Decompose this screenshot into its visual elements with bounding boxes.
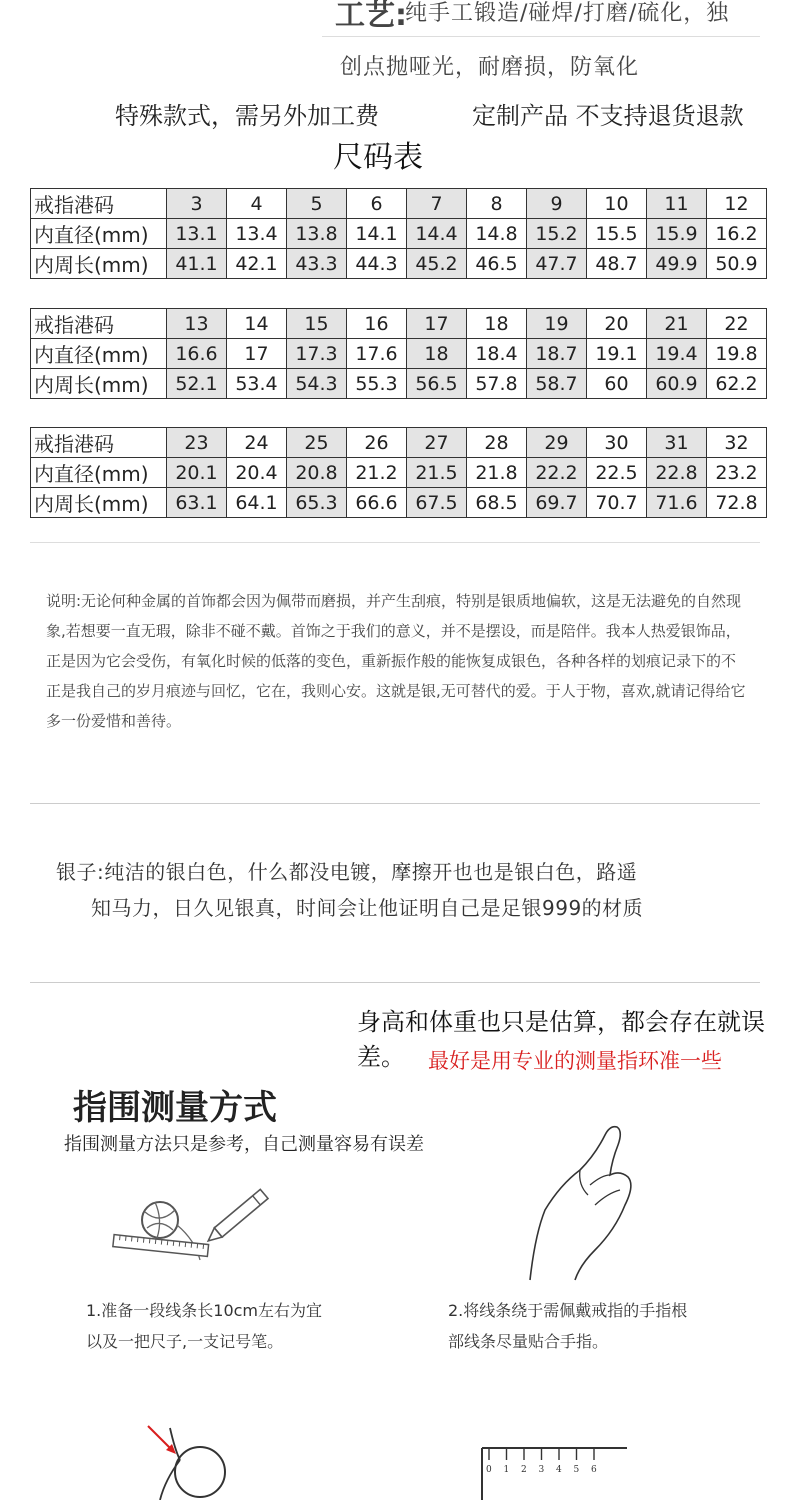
circumference-row [31, 369, 767, 399]
row-label: 戒指港码 [31, 189, 167, 219]
ruler-tick-label: 0 [486, 1465, 492, 1475]
size-cell: 4 [227, 189, 287, 219]
ruler-tick-label: 5 [573, 1465, 580, 1475]
size-cell: 47.7 [527, 249, 587, 279]
ruler-tick-label: 1 [503, 1465, 510, 1475]
size-cell: 21.5 [407, 458, 467, 488]
diameter-row [31, 219, 767, 249]
explanation-text: 说明:无论何种金属的首饰都会因为佩带而磨损，并产生刮痕，特别是银质地偏软，这是无法避免的自然现象,若想要一直无瑕，除非不碰不戴。首饰之于我们的意义，并不是摆设，而是陪伴。我本人热爱银饰品，正是因为它会受伤，有氧化时候的低落的变色，重新振作般的能恢复成银色，各种各样的划痕记录下的不正是我自己的岁月痕迹与回忆，它在，我则心安。这就是银,无可替代的爱。于人于物，喜欢,就请记得给它多一份爱惜和善待。 [46, 592, 746, 730]
silver-description-line1: 银子:纯洁的银白色，什么都没电镀，摩擦开也也是银白色，路遥 [56, 860, 638, 884]
size-cell: 48.7 [587, 249, 647, 279]
craft-title: 工艺: [335, 0, 407, 33]
size-cell: 21.8 [467, 458, 527, 488]
size-cell: 60 [587, 369, 647, 399]
hand-icon [520, 1115, 640, 1285]
size-cell: 5 [287, 189, 347, 219]
size-cell: 16.2 [707, 219, 767, 249]
circumference-row [31, 249, 767, 279]
size-cell: 58.7 [527, 369, 587, 399]
size-cell: 72.8 [707, 488, 767, 518]
size-cell: 17 [407, 309, 467, 339]
size-cell: 67.5 [407, 488, 467, 518]
row-label: 内直径(mm) [31, 339, 167, 369]
row-label: 内周长(mm) [31, 369, 167, 399]
size-cell: 8 [467, 189, 527, 219]
size-cell: 49.9 [647, 249, 707, 279]
measure-step-2-line2: 部线条尽量贴合手指。 [448, 1332, 609, 1351]
size-cell: 23 [167, 428, 227, 458]
size-cell: 21 [647, 309, 707, 339]
size-cell: 22.5 [587, 458, 647, 488]
size-cell: 18 [467, 309, 527, 339]
size-cell: 15 [287, 309, 347, 339]
section-divider [30, 542, 760, 543]
size-cell: 19 [527, 309, 587, 339]
size-row [31, 309, 767, 339]
size-cell: 15.5 [587, 219, 647, 249]
size-cell: 11 [647, 189, 707, 219]
size-cell: 53.4 [227, 369, 287, 399]
size-cell: 21.2 [347, 458, 407, 488]
size-cell: 62.2 [707, 369, 767, 399]
craft-description-line1: 纯手工锻造/碰焊/打磨/硫化，独 [405, 1, 730, 26]
size-cell: 65.3 [287, 488, 347, 518]
craft-description-line2: 创点抛哑光，耐磨损，防氧化 [340, 55, 640, 80]
row-label: 内直径(mm) [31, 219, 167, 249]
ruler-tick-label: 3 [538, 1465, 545, 1475]
size-cell: 71.6 [647, 488, 707, 518]
size-cell: 50.9 [707, 249, 767, 279]
size-cell: 14.8 [467, 219, 527, 249]
size-cell: 26 [347, 428, 407, 458]
size-cell: 14.1 [347, 219, 407, 249]
circumference-row [31, 488, 767, 518]
size-cell: 52.1 [167, 369, 227, 399]
size-cell: 69.7 [527, 488, 587, 518]
diameter-row [31, 458, 767, 488]
size-cell: 9 [527, 189, 587, 219]
measure-step-1-line2: 以及一把尺子,一支记号笔。 [86, 1332, 284, 1351]
size-cell: 27 [407, 428, 467, 458]
size-cell: 54.3 [287, 369, 347, 399]
size-cell: 17.3 [287, 339, 347, 369]
measure-step-1-line1: 1.准备一段线条长10cm左右为宜 [86, 1301, 323, 1320]
craft-divider [322, 36, 760, 37]
size-table-2 [30, 308, 767, 399]
size-chart-title: 尺码表 [333, 140, 423, 175]
row-label: 戒指港码 [31, 428, 167, 458]
ruler-tick-label: 4 [556, 1465, 562, 1475]
size-cell: 41.1 [167, 249, 227, 279]
size-cell: 15.2 [527, 219, 587, 249]
size-cell: 18.7 [527, 339, 587, 369]
measure-method-title: 指围测量方式 [73, 1088, 277, 1128]
size-cell: 7 [407, 189, 467, 219]
size-cell: 12 [707, 189, 767, 219]
size-cell: 31 [647, 428, 707, 458]
size-cell: 18 [407, 339, 467, 369]
professional-measure-tip: 最好是用专业的测量指环准一些 [428, 1049, 722, 1073]
size-cell: 32 [707, 428, 767, 458]
size-cell: 24 [227, 428, 287, 458]
size-cell: 19.8 [707, 339, 767, 369]
custom-no-return-notice: 定制产品 不支持退货退款 [472, 102, 744, 130]
size-cell: 20.1 [167, 458, 227, 488]
size-cell: 13.8 [287, 219, 347, 249]
silver-description-line2: 知马力，日久见银真，时间会让他证明自己是足银999的材质 [91, 896, 644, 920]
size-cell: 10 [587, 189, 647, 219]
measure-method-subtitle: 指围测量方法只是参考，自己测量容易有误差 [64, 1134, 424, 1155]
size-cell: 22 [707, 309, 767, 339]
size-cell: 18.4 [467, 339, 527, 369]
size-table-3 [30, 427, 767, 518]
size-row [31, 428, 767, 458]
size-cell: 22.8 [647, 458, 707, 488]
estimate-notice: 身高和体重也只是估算，都会存在就误差。 [357, 1008, 765, 1071]
size-cell: 55.3 [347, 369, 407, 399]
size-cell: 46.5 [467, 249, 527, 279]
size-cell: 13.4 [227, 219, 287, 249]
size-cell: 63.1 [167, 488, 227, 518]
size-cell: 56.5 [407, 369, 467, 399]
size-cell: 6 [347, 189, 407, 219]
size-cell: 16 [347, 309, 407, 339]
diameter-row [31, 339, 767, 369]
size-cell: 29 [527, 428, 587, 458]
row-label: 戒指港码 [31, 309, 167, 339]
ruler-tick-label: 2 [521, 1465, 527, 1475]
size-cell: 14.4 [407, 219, 467, 249]
size-cell: 3 [167, 189, 227, 219]
ruler-icon [475, 1428, 635, 1500]
size-cell: 19.1 [587, 339, 647, 369]
size-cell: 60.9 [647, 369, 707, 399]
row-label: 内直径(mm) [31, 458, 167, 488]
measure-step-2 [448, 1295, 687, 1357]
size-cell: 22.2 [527, 458, 587, 488]
ruler-tick-label: 6 [591, 1465, 597, 1475]
row-label: 内周长(mm) [31, 249, 167, 279]
size-cell: 16.6 [167, 339, 227, 369]
size-cell: 20.4 [227, 458, 287, 488]
size-cell: 23.2 [707, 458, 767, 488]
size-cell: 19.4 [647, 339, 707, 369]
size-cell: 17.6 [347, 339, 407, 369]
size-cell: 64.1 [227, 488, 287, 518]
size-cell: 25 [287, 428, 347, 458]
thread-loop-icon [140, 1420, 240, 1500]
section-divider [30, 803, 760, 804]
measure-step-2-line1: 2.将线条绕于需佩戴戒指的手指根 [448, 1301, 688, 1320]
size-cell: 66.6 [347, 488, 407, 518]
size-cell: 68.5 [467, 488, 527, 518]
special-style-notice: 特殊款式，需另外加工费 [115, 102, 379, 130]
size-cell: 17 [227, 339, 287, 369]
size-cell: 20.8 [287, 458, 347, 488]
size-cell: 13.1 [167, 219, 227, 249]
size-cell: 20 [587, 309, 647, 339]
section-divider [30, 982, 760, 983]
size-cell: 57.8 [467, 369, 527, 399]
size-cell: 43.3 [287, 249, 347, 279]
size-cell: 13 [167, 309, 227, 339]
size-cell: 14 [227, 309, 287, 339]
ruler-yarn-pencil-icon [105, 1180, 280, 1270]
size-cell: 15.9 [647, 219, 707, 249]
row-label: 内周长(mm) [31, 488, 167, 518]
size-cell: 45.2 [407, 249, 467, 279]
size-row [31, 189, 767, 219]
size-cell: 44.3 [347, 249, 407, 279]
size-cell: 30 [587, 428, 647, 458]
size-cell: 42.1 [227, 249, 287, 279]
size-cell: 70.7 [587, 488, 647, 518]
measure-step-1 [86, 1295, 322, 1357]
size-cell: 28 [467, 428, 527, 458]
size-table-1 [30, 188, 767, 279]
